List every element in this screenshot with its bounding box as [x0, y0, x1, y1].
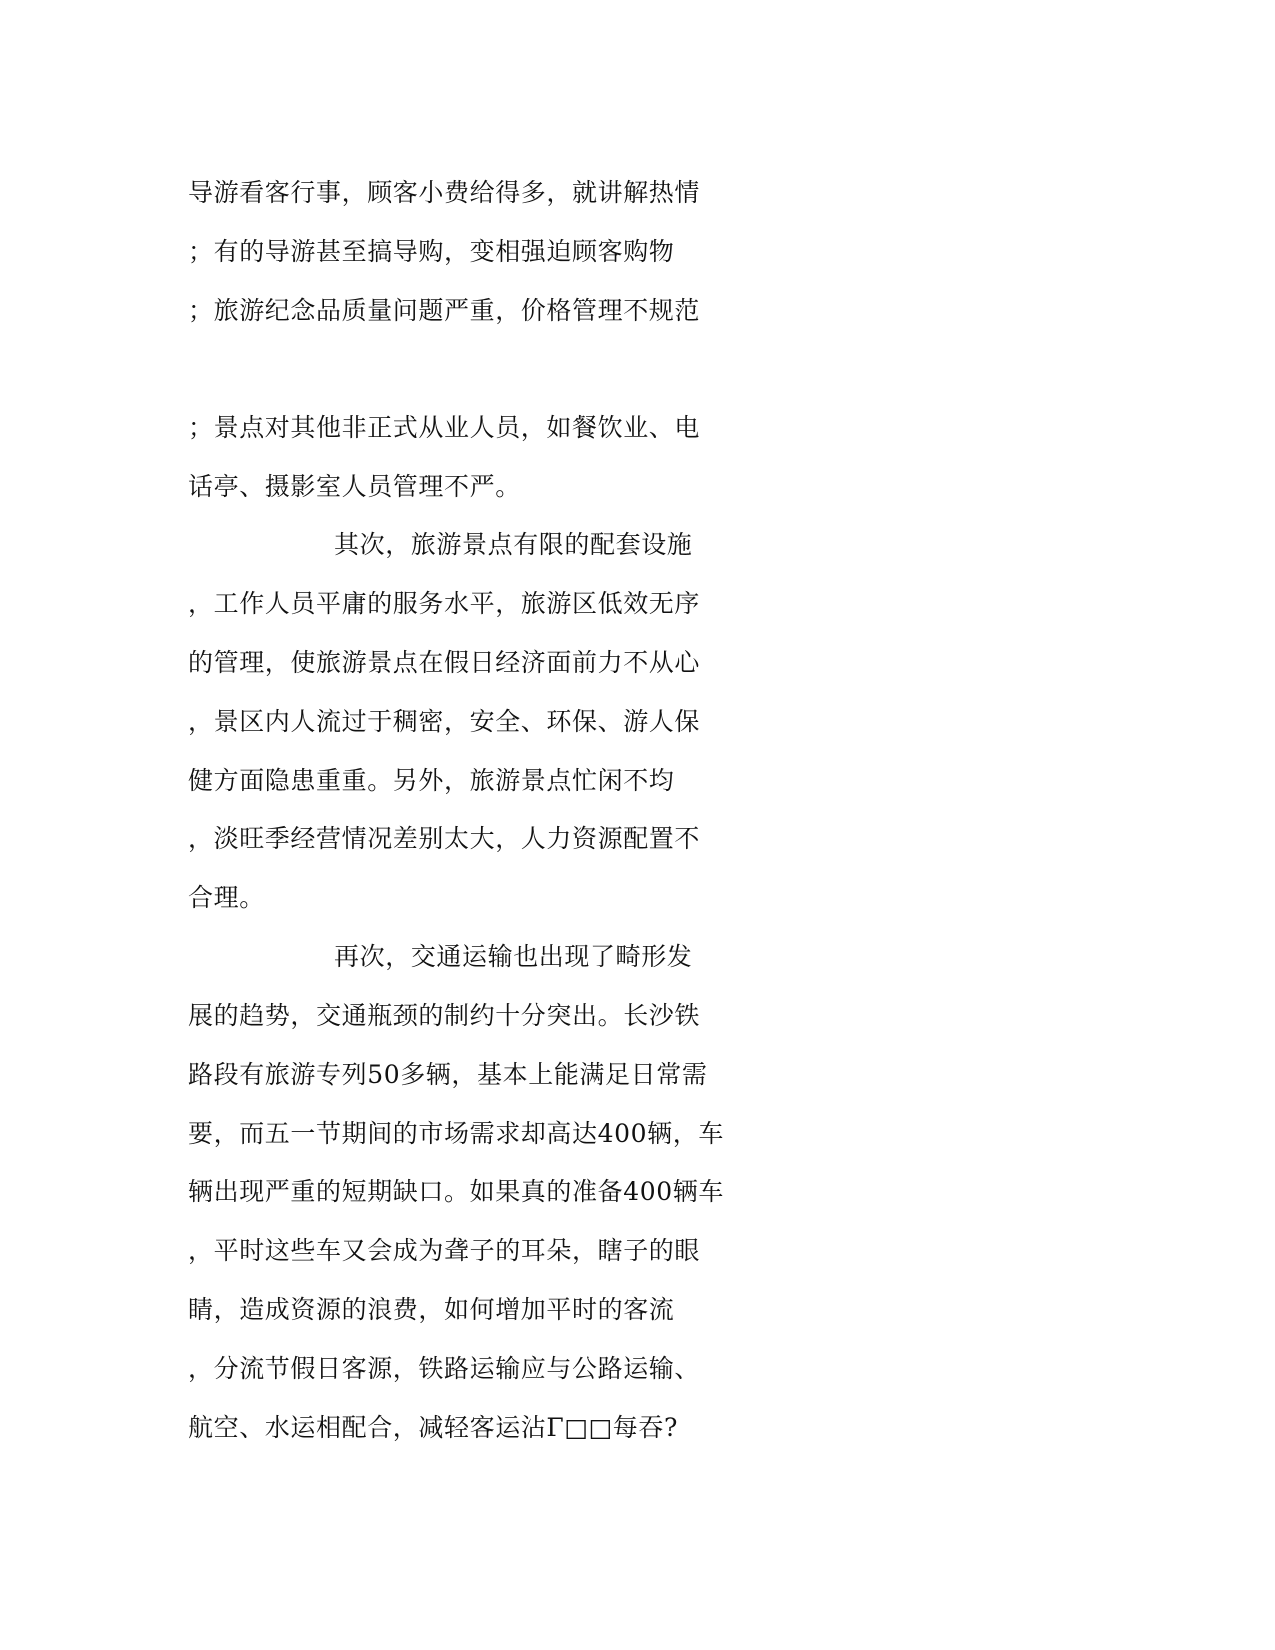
text-line: ；景点对其他非正式从业人员，如餐饮业、电 — [188, 413, 701, 442]
text-line: 睛，造成资源的浪费，如何增加平时的客流 — [188, 1295, 675, 1324]
text-line: ，景区内人流过于稠密，安全、环保、游人保 — [188, 707, 701, 736]
text-line: 话亭、摄影室人员管理不严。 — [188, 472, 521, 501]
text-line: 航空、水运相配合，减轻客运沾Γ□□每吞? — [188, 1413, 678, 1442]
paragraph-start-line: 再次，交通运输也出现了畸形发 — [334, 942, 693, 971]
text-line: 要，而五一节期间的市场需求却高达400辆，车 — [188, 1119, 724, 1148]
text-line: ；有的导游甚至搞导购，变相强迫顾客购物 — [188, 237, 675, 266]
text-line: 合理。 — [188, 883, 265, 912]
text-line: ，工作人员平庸的服务水平，旅游区低效无序 — [188, 589, 701, 618]
text-line: ，分流节假日客源，铁路运输应与公路运输、 — [188, 1354, 701, 1383]
text-line: ，淡旺季经营情况差别太大，人力资源配置不 — [188, 824, 701, 853]
text-line: ，平时这些车又会成为聋子的耳朵，瞎子的眼 — [188, 1236, 701, 1265]
text-line: 展的趋势，交通瓶颈的制约十分突出。长沙铁 — [188, 1001, 701, 1030]
text-line: 辆出现严重的短期缺口。如果真的准备400辆车 — [188, 1177, 724, 1206]
text-line: 导游看客行事，顾客小费给得多，就讲解热情 — [188, 178, 701, 207]
text-line: ；旅游纪念品质量问题严重，价格管理不规范 — [188, 296, 701, 325]
text-line: 健方面隐患重重。另外，旅游景点忙闲不均 — [188, 766, 675, 795]
text-line: 路段有旅游专列50多辆，基本上能满足日常需 — [188, 1060, 708, 1089]
paragraph-start-line: 其次，旅游景点有限的配套设施 — [334, 530, 693, 559]
text-line: 的管理，使旅游景点在假日经济面前力不从心 — [188, 648, 701, 677]
